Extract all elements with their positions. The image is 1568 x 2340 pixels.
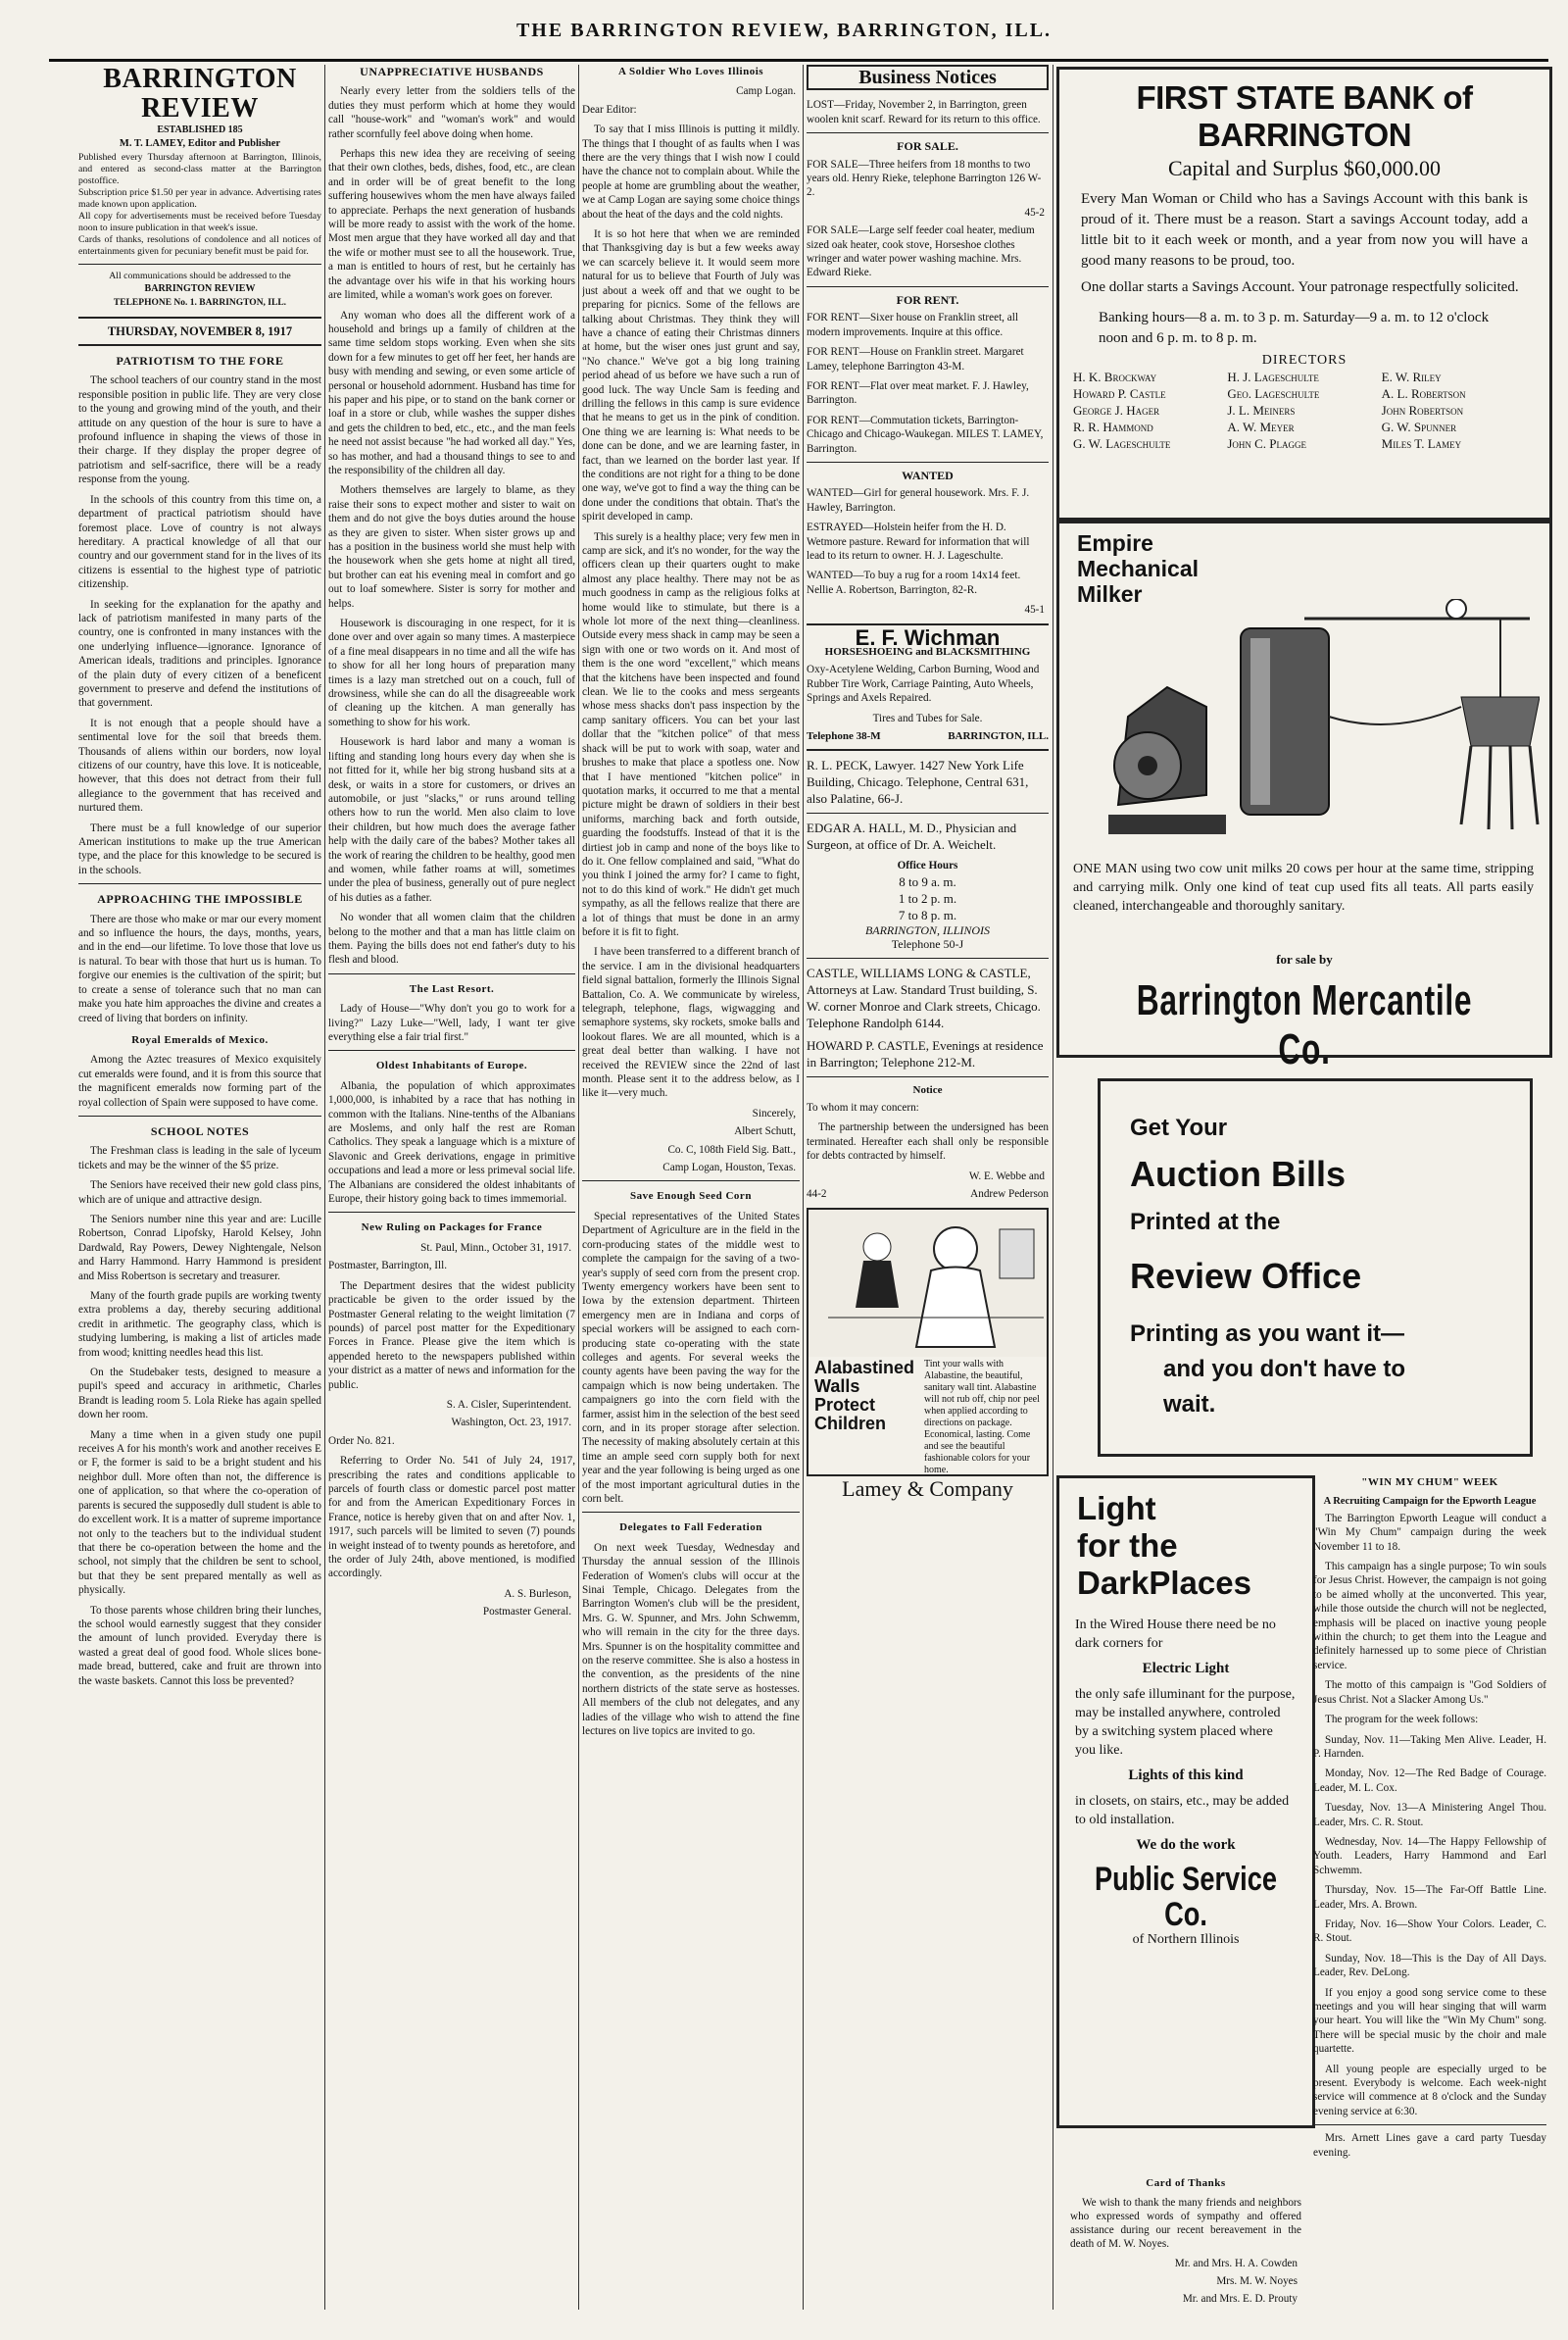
signature: A. S. Burleson,	[504, 1587, 571, 1600]
notice-footer	[807, 1187, 1049, 1201]
cards-info: Cards of thanks, resolutions of condolence and all notices of entertainments given for pecuniary benefit must be paid for.	[78, 233, 321, 257]
castle-card-2: HOWARD P. CASTLE, Evenings at residence in Barrington; Telephone 212-M.	[807, 1037, 1044, 1070]
article-subheading: A Recruiting Campaign for the Epworth League	[1323, 1496, 1537, 1508]
divider	[807, 286, 1049, 287]
bank-director: E. W. Riley	[1381, 370, 1442, 384]
bank-director: R. R. Hammond	[1073, 420, 1153, 434]
article-heading: Delegates to Fall Federation	[619, 1521, 762, 1534]
bank-body: Every Man Woman or Child who has a Savings Account with this bank is proud of it. There must be a reason. Start a savings Account today, add a little bit to it each week or month, and a year from now you will have a good many reasons to be proud, too.	[1081, 191, 1528, 269]
classified-ad: FOR RENT—House on Franklin street. Margaret Lamey, telephone Barrington 43-M.	[807, 346, 1024, 373]
light-subhead: Electric Light	[1142, 1661, 1230, 1676]
business-notices-box	[807, 65, 1049, 90]
article-heading: Royal Emeralds of Mexico.	[131, 1033, 269, 1046]
divider	[807, 813, 1049, 814]
article-paragraph: Any woman who does all the different work of a household and brings up a family of children at the same time seldom stops working. Even when she sits down for a few minutes to get off her feet, her hands are busy with mending and sewing, or even some article of personal or household adornment. Husband has time for his paper and his pipe, or to stand on the bank corner or loaf in a store or club, while washes the supper dishes and gets the children to bed, etc., etc., and the man feels he need not assist because "he had worked all day." Yes, so has mother, and had a thousand things to see to and the responsibility of the children all day.	[328, 309, 575, 476]
divider	[78, 883, 321, 884]
divider	[807, 462, 1049, 463]
article-paragraph: Albania, the population of which approximates 1,000,000, is inhabited by a race that has nothing in common with the Italians. Nine-tenths of the Albanians are Moslems, and only half the rest are Roman Catholics. They speak a language which is a mixture of Slavonic and Greek derivations, engage in primitive occupations and lead a more or less primeval social life. The Albanians are considered the oldest inhabitants of Europe, their history going back to times immemorial.	[328, 1079, 575, 1206]
light-title-line: for the	[1077, 1527, 1178, 1564]
article-paragraph: In seeking for the explanation for the apathy and lack of patriotism manifested in many parts of the country, one is confronted in many instances with the one underlying influence—ignorance. Ignorance of American ideals, traditions and principles. Ignorance of the plain duty of every citizen of a beneficent government to preserve and defend the institutions of that government.	[78, 598, 321, 710]
signature: W. E. Webbe and	[968, 1170, 1045, 1182]
alabastine-body: Tint your walls with Alabastine, the beautiful, sanitary wall tint. Alabastine will not rub off, chip nor peel when applied according to directions on package. Economical, lasting. Come and see the beautiful fashionable colors for your home.	[924, 1358, 1040, 1475]
divider	[328, 1212, 575, 1213]
divider	[807, 958, 1049, 959]
bank-directors	[1059, 369, 1549, 452]
light-title	[1059, 1490, 1312, 1602]
divider	[582, 1512, 800, 1513]
castle-card: CASTLE, WILLIAMS LONG & CASTLE, Attorneys at Law. Standard Trust building, S. W. corner Monroe and Clark streets, Chicago. Telephone Randolph 6144.	[807, 965, 1041, 1030]
rate-info: Subscription price $1.50 per year in advance. Advertising rates made known upon application.	[78, 186, 321, 210]
wichman-town: BARRINGTON, ILL.	[948, 730, 1049, 743]
column-divider	[803, 65, 804, 2310]
column-5	[1313, 1475, 1546, 2166]
hall-telephone: Telephone 50-J	[891, 937, 964, 952]
article-heading: Card of Thanks	[1146, 2177, 1226, 2189]
classified-ad: WANTED—To buy a rug for a room 14x14 feet. Nellie A. Robertson, Barrington, 82-R.	[807, 570, 1021, 596]
article-paragraph: Perhaps this new idea they are receiving of seeing that their own clothes, beds, dishes, food, etc., are clean and in order will be of great benefit to the long suffering housewives whom the men have always failed to appreciate. Perhaps the next generation of husbands will be more ready to assist with the work of the home. Most men argue that they have worked all day and that the wife or mother must see to all the housework. True, a man is entitled to hours of rest, but he certainly has the advantage over his wife in that his working hours are limited, while a woman's work goes on forever.	[328, 148, 575, 302]
divider	[78, 264, 321, 265]
divider	[328, 1050, 575, 1051]
column-divider	[578, 65, 579, 2310]
light-body: the only safe illuminant for the purpose, may be installed anywhere, controled by a switching system placed where you like.	[1075, 1687, 1296, 1758]
article-paragraph: On next week Tuesday, Wednesday and Thursday the annual session of the Illinois Federation of Women's clubs will occur at the Sinai Temple, Chicago. Delegates from the Barrington Women's club will be the president, Mrs. G. W. Spunner, and Mrs. John Schwemm, who will remain in the city for the three days. Mrs. Spunner is on the hospitality committee and on the reserve committee. She is also a hostess in the convention, as the presidents of the nine northern districts of the state serve as hostesses. All members of the club not delegates, and any ladies of the village who wish to attend the fine lectures on live topics are invited to go.	[582, 1541, 800, 1738]
bank-director: J. L. Meiners	[1227, 403, 1296, 418]
article-paragraph: The motto of this campaign is "God Soldiers of Jesus Christ. Not a Slacker Among Us."	[1313, 1679, 1546, 1706]
article-paragraph: Mothers themselves are largely to blame, as they raise their sons to expect mother and sister to wait on them and do not give the boys duties around the house as they are given to sister. When sister grows up and has a position in the business world she must help with the housework when she gets home at night all tired, but brother can eat his evening meal in comfort and go out to loaf somewhere. Sister is sorry for mother and helps.	[328, 484, 575, 610]
article-paragraph: The Freshman class is leading in the sale of lyceum tickets and may be the winner of the $5 prize.	[78, 1145, 321, 1171]
classified-ad: LOST—Friday, November 2, in Barrington, green woolen knit scarf. Reward for its return to this office.	[807, 99, 1041, 125]
notice-heading: Notice	[912, 1083, 943, 1096]
signature: Mr. and Mrs. E. D. Prouty	[1182, 2293, 1298, 2305]
bank-directors-heading: DIRECTORS	[1261, 353, 1348, 368]
dateline: St. Paul, Minn., October 31, 1917.	[420, 1241, 571, 1254]
article-paragraph: Postmaster, Barrington, Ill.	[328, 1260, 448, 1272]
article-heading: UNAPPRECIATIVE HUSBANDS	[360, 65, 544, 78]
peck-card: R. L. PECK, Lawyer. 1427 New York Life Building, Chicago. Telephone, Central 631, also Palatine, 66-J.	[807, 758, 1029, 807]
bank-director: G. W. Lageschulte	[1073, 436, 1171, 451]
signature: Postmaster General.	[482, 1606, 571, 1618]
office-hours-heading: Office Hours	[897, 860, 958, 872]
notice-to: To whom it may concern:	[807, 1102, 919, 1115]
business-notices-title: Business Notices	[858, 67, 997, 88]
light-subhead: We do the work	[1136, 1837, 1236, 1853]
lamey-company: Lamey & Company	[842, 1475, 1013, 1501]
bank-hours: Banking hours—8 a. m. to 3 p. m. Saturday—9 a. m. to 12 o'clock noon and 6 p. m. to 8 p. m.	[1099, 310, 1490, 346]
section-heading: WANTED	[902, 468, 954, 482]
dateline: Camp Logan.	[736, 85, 796, 98]
article-paragraph: Housework is hard labor and many a woman is lifting and standing long hours every day when she is not fitted for it, while her big strong husband sits at a desk, or waits in a store for customers, or drives an automobile, or just "slacks," or runs around telling others how to run the world. Men also claim to love their children, but how much does the average father help with the daily care of the babes? Mother takes all the work of rearing the children to be healthy, good men and women, while father roams at will, sometimes under the plea of business, generally out of pure neglect of his duties as a father.	[328, 736, 575, 904]
article-paragraph: It is not enough that a people should have a sentimental love for the soil that breeds them. Thousands of aliens within our borders, now loyal citizens of our country, have this love. It is noticeable, however, that this does not detract from their full allegiance to the government that has received and nurtured them.	[78, 717, 321, 815]
bank-body-2: One dollar starts a Savings Account. Your patronage respectfully solicited.	[1081, 279, 1519, 295]
bank-director: Howard P. Castle	[1073, 386, 1166, 401]
bank-title: FIRST STATE BANK of BARRINGTON	[1136, 79, 1473, 153]
office-hours-line: 1 to 2 p. m.	[898, 890, 957, 906]
auction-line: Printing as you want it—	[1130, 1320, 1405, 1347]
bank-ad	[1056, 67, 1552, 523]
salutation: Dear Editor:	[582, 103, 637, 116]
divider	[328, 973, 575, 974]
article-paragraph: On the Studebaker tests, designed to measure a pupil's speed and accuracy in arithmetic, Charles Brandt is leading room 5. Lola Rieke has again spelled down her room.	[78, 1367, 321, 1421]
milker-for-sale: for sale by	[1276, 952, 1333, 967]
signature: S. A. Cisler, Superintendent.	[446, 1398, 571, 1411]
article-paragraph: There must be a full knowledge of our superior American institutions to make up the true American type, and the place for this knowledge to be secured is in the schools.	[78, 821, 321, 876]
divider	[807, 132, 1049, 133]
alabastine-title: Alabastined Walls Protect Children	[814, 1357, 915, 1433]
article-paragraph: There are those who make or mar our every moment and so influence the hours, the days, months, years, and in the end—our lifetime. To love those that love us is natural. To bear with those that hurt us is human. To forgive our enemies is the cultivation of the spirit; but to create a sense of tolerance such that no man can make you hate him approaches the divine and creates a creed of living that borders on infinity.	[78, 913, 321, 1024]
page-header	[0, 0, 1568, 61]
masthead-editor: M. T. LAMEY, Editor and Publisher	[119, 138, 281, 150]
article-paragraph: Mrs. Arnett Lines gave a card party Tuesday evening.	[1313, 2132, 1546, 2159]
article-paragraph: This surely is a healthy place; very few men in camp are sick, and it's no wonder, for the way the officers clean up their quarters ought to make almost any place healthy. There may not be as much goodness in camp as the religious folks at home would like to stimulate, but there is a whole lot more of the next thing—cleanliness. Outside every mess shack in camp may be seen a sign with one or two words on it. And most of them is the one word "excellent," which means that the kitchens have been inspected and found clean. We lie to the cooks and mess sergeants whose mess shacks don't pass inspection by the camp sanitary officers. You can bet your last dollar that the "kitchen police" of that mess shack will be put to work with soap, water and brushes to make that place a spotless one. Now that I have mentioned "kitchen police" in quotation marks, it occurred to me that a mental picture might be drawn of soldiers in their best uniforms, marching back and forth outside, guarding the foodstuffs. Instead of that it is the dirtiest job in camp and none of the boys like to do it. One fellow complained and said, "What do you think I joined the army for? I came to fight, not to do this kind of work." He didn't get much sympathy, as all the fellows realize that there are a lot of things that must be done in an army before it is fit to fight.	[582, 530, 800, 938]
bank-director: George J. Hager	[1073, 403, 1160, 418]
issue-date: THURSDAY, NOVEMBER 8, 1917	[107, 324, 293, 338]
article-paragraph: Many a time when in a given study one pupil receives A for his month's work and another receives E or F, the former is said to be a bright student and his neighbor dull. More often than not, the difference is one of application, so that where the co-operation of parents is secured the supposedly dull student is able to do excellent work. It is a matter of supreme importance not only to the teachers but to the individual student that there be co-operation between the home and the school, not simply that the children be sent to school, but that they be sent prepared mentally as well as physically.	[78, 1428, 321, 1597]
wichman-sub: HORSESHOEING and BLACKSMITHING	[824, 646, 1031, 658]
page-header-title: THE BARRINGTON REVIEW, BARRINGTON, ILL.	[515, 20, 1053, 41]
milker-title: Empire Mechanical Milker	[1077, 530, 1199, 607]
signature: Co. C, 108th Field Sig. Batt.,	[667, 1143, 796, 1156]
alabastine-ad	[807, 1208, 1049, 1476]
office-hours	[807, 873, 1049, 923]
divider	[807, 749, 1049, 751]
bank-director: John Robertson	[1381, 403, 1464, 418]
classified-ad: ESTRAYED—Holstein heifer from the H. D. Wetmore pasture. Reward for information that will lead to its return to owner. H. J. Lageschulte.	[807, 522, 1030, 562]
program-item: Friday, Nov. 16—Show Your Colors. Leader, C. R. Stout.	[1313, 1917, 1546, 1945]
article-paragraph: The Department desires that the widest publicity practicable be given to the order issued by the Postmaster General relating to the weight limitation (7 pounds) of parcel post matter for the Expeditionary Forces in France. Please give the item which is appended hereto to the newspapers published within your district as a matter of news and information for the public.	[328, 1279, 575, 1391]
masthead: BARRINGTON REVIEW	[103, 65, 297, 124]
bank-director: Geo. Lageschulte	[1227, 386, 1320, 401]
article-paragraph: This campaign has a single purpose; To win souls for Jesus Christ. However, the campaign is not going to be aimed wholly at the unconverted. This year, while those outside the church will not be neglected, emphasis will be placed on inactive young people within the church; to get them into the League and definitely harnessed up to some piece of Christian service.	[1313, 1561, 1546, 1671]
article-paragraph: Lady of House—"Why don't you go to work for a living?" Lazy Luke—"Well, lady, I want ter give everything else a fair trial first."	[328, 1003, 575, 1043]
public-service-name: Co.	[1164, 1896, 1207, 1933]
program-item: Sunday, Nov. 11—Taking Men Alive. Leader, H. P. Harnden.	[1313, 1733, 1546, 1760]
article-heading: "WIN MY CHUM" WEEK	[1361, 1476, 1498, 1488]
wichman-tires: Tires and Tubes for Sale.	[872, 712, 983, 724]
divider	[807, 1076, 1049, 1077]
column-3	[582, 65, 800, 2300]
article-heading: SCHOOL NOTES	[150, 1123, 250, 1138]
divider	[78, 344, 321, 346]
auction-line: Get Your	[1130, 1115, 1228, 1141]
signature: Albert Schutt,	[734, 1125, 796, 1138]
light-subhead: Lights of this kind	[1128, 1767, 1244, 1783]
bank-director: John C. Plagge	[1227, 436, 1307, 451]
signature: Mrs. M. W. Noyes	[1216, 2275, 1298, 2287]
classified-ad: FOR RENT—Flat over meat market. F. J. Hawley, Barrington.	[807, 379, 1029, 407]
section-heading: FOR RENT.	[896, 292, 959, 307]
column-divider	[1053, 65, 1054, 2310]
program-item: Tuesday, Nov. 13—A Ministering Angel Thou. Leader, Mrs. C. R. Stout.	[1313, 1802, 1546, 1828]
wichman-body: Oxy-Acetylene Welding, Carbon Burning, Wood and Rubber Tire Work, Carriage Painting, Auto Wheels, Springs and Axels Repaired.	[807, 664, 1040, 705]
article-paragraph: I have been transferred to a different branch of the service. I am in the divisional headquarters field signal battalion, formerly the Illinois Signal Battalion, Co. A. We communicate by wireless, telegraph, telephone, flags, wigwagging and semaphore systems, sky rockets, smoke balls and lookout flares. We are all mounted, which is a great deal better than walking. I have not received the REVIEW since the 22nd of last month. Please sent it to the address below, as I like it—very much.	[582, 946, 800, 1100]
pub-info: Published every Thursday afternoon at Barrington, Illinois, and entered as second-class matter at the Barrington postoffice.	[78, 151, 321, 186]
children-illustration-icon	[808, 1210, 1047, 1357]
auction-line: and you don't have to	[1163, 1356, 1406, 1382]
classified-ad: WANTED—Girl for general housework. Mrs. F. J. Hawley, Barrington.	[807, 487, 1030, 514]
article-paragraph: Housework is discouraging in one respect, for it is done over and over again so many times. A masterpiece of a fine meal disappears in no time and all the wife has to show for all her long hours of preparation many times is a lazy man stretched out on a couch, full of drowsiness, while she can do all the disagreeable work of cleaning up the kitchen. A man generally has something to show for his work.	[328, 618, 575, 728]
article-heading: Save Enough Seed Corn	[630, 1190, 752, 1203]
column-1	[78, 65, 321, 2300]
divider	[1313, 2124, 1546, 2125]
light-body: in closets, on stairs, etc., may be added to old installation.	[1075, 1794, 1290, 1827]
office-hours-line: 7 to 8 p. m.	[898, 907, 957, 922]
hall-town: BARRINGTON, ILLINOIS	[864, 922, 991, 937]
article-heading: PATRIOTISM TO THE FORE	[116, 354, 284, 369]
address-info: All communications should be addressed to the	[109, 270, 291, 281]
article-paragraph: The Seniors number nine this year and are: Lucille Robertson, Conrad Lipofsky, Harold Kelsey, John Dardwald, Ray Powers, Dewey Nightengale, Nelson and Harry Hammond. Harry Hammond is president and Miss Robertson is secretary and treasurer.	[78, 1213, 321, 1282]
article-paragraph: In the schools of this country from this time on, a department of practical patriotism should have foremost place. Love of country is not always hereditary. A practical knowledge of all that our country and our government stand for in the lives of its citizens is essential to the highest type of patriotic citizenship.	[78, 493, 321, 591]
article-paragraph: We wish to thank the many friends and neighbors who expressed words of sympathy and offered assistance during our recent bereavement in the death of M. W. Noyes.	[1070, 2197, 1301, 2250]
auction-line: Review Office	[1130, 1256, 1362, 1296]
bank-director: H. J. Lageschulte	[1227, 370, 1319, 384]
bank-director: A. W. Meyer	[1227, 420, 1295, 434]
wichman-contact	[807, 729, 1049, 743]
milker-ad	[1056, 518, 1552, 1073]
auction-line: Auction Bills	[1130, 1154, 1347, 1194]
header-rule	[49, 59, 1548, 62]
bank-director: A. L. Robertson	[1381, 386, 1466, 401]
article-paragraph: Referring to Order No. 541 of July 24, 1917, prescribing the rates and conditions applicable to parcels of fourth class or domestic parcel post matter for and from the American Expeditionary Forces in France, notice is hereby given that on and after Nov. 1, 1917, such parcels will be limited to seven (7) pounds in weight instead of to twenty pounds as heretofore, and the order of July 24th, above mentioned, is modified accordingly.	[328, 1455, 575, 1580]
dateline: Washington, Oct. 23, 1917.	[451, 1417, 571, 1429]
masthead-established: ESTABLISHED 185	[157, 124, 243, 135]
article-paragraph: To say that I miss Illinois is putting it mildly. The things that I thought of as faults when I was there are the very things that I wish now I could have the chance not to complain about. While the people at home are grumbling about the weather, we at Camp Logan are saying some choice things about the heat of the days and the cold nights.	[582, 124, 800, 221]
program-item: Monday, Nov. 12—The Red Badge of Courage. Leader, M. L. Cox.	[1313, 1767, 1546, 1794]
card-of-thanks	[1070, 2176, 1301, 2310]
article-paragraph: If you enjoy a good song service come to these meetings and you will hear singing that will warm your heart. You will like the "Win My Chum" song. There will be special music by the choir and male quartette.	[1313, 1986, 1546, 2056]
article-heading: The Last Resort.	[409, 982, 495, 995]
auction-bills-ad	[1098, 1078, 1533, 1457]
article-paragraph: Order No. 821.	[328, 1434, 395, 1447]
auction-line: Printed at the	[1130, 1209, 1281, 1235]
article-paragraph: The Barrington Epworth League will conduct a "Win My Chum" campaign during the week November 11 to 18.	[1313, 1512, 1546, 1553]
address-review: BARRINGTON REVIEW	[144, 282, 256, 294]
office-hours-line: 8 to 9 a. m.	[899, 873, 956, 889]
wichman-telephone: Telephone 38-M	[807, 730, 881, 743]
auction-line: wait.	[1163, 1391, 1216, 1418]
ad-copy-info: All copy for advertisements must be received before Tuesday noon to insure publication in that week's issue.	[78, 210, 321, 233]
ad-number: 44-2	[807, 1188, 827, 1201]
mercantile-name: Barrington Mercantile Co.	[1136, 976, 1473, 1073]
column-divider	[324, 65, 325, 2310]
milker-body: ONE MAN using two cow unit milks 20 cows per hour at the same time, stripping and carrying milk. Only one kind of teat cup used fits all teats. All parts easily cleaned, interchangeable and thoroughly sanitary.	[1073, 862, 1534, 914]
classified-ad: FOR RENT—Commutation tickets, Barrington-Chicago and Chicago-Waukegan. MILES T. LAMEY, Barrington.	[807, 414, 1044, 455]
classified-ad: FOR SALE—Three heifers from 18 months to two years old. Henry Rieke, telephone Barrington 126 W-2.	[807, 158, 1042, 199]
classified-ad: FOR SALE—Large self feeder coal heater, medium sized oak heater, cook stove, Horseshoe clothes wringer and water power washing machine. Mrs. Edward Rieke.	[807, 224, 1035, 279]
article-heading: Oldest Inhabitants of Europe.	[375, 1060, 528, 1072]
divider	[78, 317, 321, 319]
signature: Camp Logan, Houston, Texas.	[662, 1162, 796, 1174]
program-item: Sunday, Nov. 18—This is the Day of All Days. Leader, Rev. DeLong.	[1313, 1952, 1546, 1979]
bank-capital: Capital and Surplus $60,000.00	[1167, 156, 1442, 180]
ad-number: 45-1	[1024, 604, 1045, 617]
bank-director: Miles T. Lamey	[1381, 436, 1462, 451]
wichman-name: E. F. Wichman	[855, 624, 1001, 650]
classified-ad: FOR RENT—Sixer house on Franklin street, all modern improvements. Inquire at this office.	[807, 312, 1018, 338]
public-service-region: of Northern Illinois	[1132, 1932, 1240, 1947]
bank-director: G. W. Spunner	[1381, 420, 1457, 434]
article-paragraph: To those parents whose children bring their lunches, the school would earnestly suggest that they consider the amount of lunch provided. Everyday there is wasted a great deal of good food. Whole slices bone-made bread, buttered, cake and fruit are thrown into the waste baskets. Cannot this loss be prevented?	[78, 1604, 321, 1687]
column-4	[807, 65, 1049, 2300]
section-heading: FOR SALE.	[897, 139, 958, 154]
program-item: Wednesday, Nov. 14—The Happy Fellowship of Youth. Leaders, Harry Hammond and Earl Schwemm.	[1313, 1835, 1546, 1876]
electric-light-ad	[1056, 1475, 1315, 2128]
divider	[582, 1180, 800, 1181]
article-paragraph: The program for the week follows:	[1325, 1714, 1479, 1726]
milking-machine-icon	[1069, 599, 1540, 854]
light-title-line: DarkPlaces	[1077, 1565, 1251, 1601]
address-phone: TELEPHONE No. 1. BARRINGTON, ILL.	[113, 298, 287, 309]
article-paragraph: No wonder that all women claim that the children belong to the mother and that a man has little claim on them. Paying the bills does not end father's duty to his flesh and blood.	[328, 912, 575, 967]
article-paragraph: It is so hot here that when we are reminded that Thanksgiving day is but a few weeks away we can scarcely believe it. It would seem more natural for us to believe that Fourth of July was just about a week off and that we ought to be preparing for picnics. Some of the fellows are talking about Christmas. They think they will have a chance of eating their Christmas dinners at home, but the wiser ones just grunt and say, "No chance." We've got a big long training period ahead of us before we have such a run of good luck. The way Uncle Sam is feeding and drilling the fellows in this camp is sure evidence that he means to get us in the pink of condition. One thing we are learning is: What needs to be done can be done, and we are learning faster, in fact, than we learned on the border last year. If the conditions are not right for a thing to be done one way, we've got to find a way the thing can be done under the conditions that obtain. That's the spirit developed in camp.	[582, 228, 800, 523]
public-service-name: Public Service	[1095, 1861, 1277, 1898]
light-body: In the Wired House there need be no dark corners for	[1075, 1618, 1276, 1651]
ad-number: 45-2	[1024, 206, 1045, 219]
light-title-line: Light	[1077, 1490, 1156, 1526]
hall-card: EDGAR A. HALL, M. D., Physician and Surgeon, at office of Dr. A. Weichelt.	[807, 821, 1017, 853]
program-item: Thursday, Nov. 15—The Far-Off Battle Line. Leader, Mrs. A. Brown.	[1313, 1884, 1546, 1911]
article-paragraph: The school teachers of our country stand in the most responsible position in public life. They are very close to the young and growing mind of the youth, and their attitude on any question of the hour is sure to have a profound influence in shaping the views of those in their charge. If they display the proper degree of patriotism and self-sacrifice, there will be a ready response from the young.	[78, 374, 321, 486]
article-paragraph: Nearly every letter from the soldiers tells of the duties they must perform which at home they would call "house-work" and "woman's work" and would rather scornfully feel above doing when home.	[328, 85, 575, 140]
article-paragraph: Among the Aztec treasures of Mexico exquisitely cut emeralds were found, and it is from this source that the magnificent emeralds now forming part of the royal collection of Spain were supposed to have come.	[78, 1054, 321, 1109]
signature: Andrew Pederson	[970, 1188, 1049, 1201]
bank-director: H. K. Brockway	[1073, 370, 1157, 384]
divider	[78, 1116, 321, 1117]
article-heading: New Ruling on Packages for France	[361, 1221, 543, 1234]
article-heading: APPROACHING THE IMPOSSIBLE	[97, 892, 303, 907]
article-paragraph: Many of the fourth grade pupils are working twenty extra problems a day, thereby securing additional credit in arithmetic. The geography class, which is studying lumbering, is making a list of articles made from wood; knitting needles head this list.	[78, 1290, 321, 1359]
article-paragraph: Special representatives of the United States Department of Agriculture are in the field in the corn-producing states of the middle west to complete the campaign for the saving of a two-year's supply of seed corn from the present crop. Twenty emergency workers have been sent to Iowa by the extension department. Thirteen emergency men are in Indiana and corps of special workers will be assigned to each corn-producing state co-operating with the state colleges and agents. For several weeks the county agents have been paving the way for the campaign which is now being undertaken. The campaigners go into the corn field with the farmer, assist him in the selection of the best seed corn, and in its proper storage after selection. The necessity of making absolutely certain at this time an ample seed corn supply both for next year and the year following is being urged as one of the most important agricultural duties in the corn belt.	[582, 1210, 800, 1505]
column-2	[328, 65, 575, 2300]
article-paragraph: The Seniors have received their new gold class pins, which are of unique and attractive design.	[78, 1179, 321, 1206]
signature: Mr. and Mrs. H. A. Cowden	[1174, 2258, 1298, 2269]
article-paragraph: All young people are especially urged to be present. Everybody is welcome. Each week-night service will commence at 8 o'clock and the Sunday evening service at 6:30.	[1313, 2063, 1546, 2117]
article-heading: A Soldier Who Loves Illinois	[617, 66, 764, 77]
notice-body: The partnership between the undersigned has been terminated. Hereafter each shall only be responsible for debts contracted by himself.	[807, 1121, 1049, 1163]
signature: Sincerely,	[752, 1107, 796, 1120]
